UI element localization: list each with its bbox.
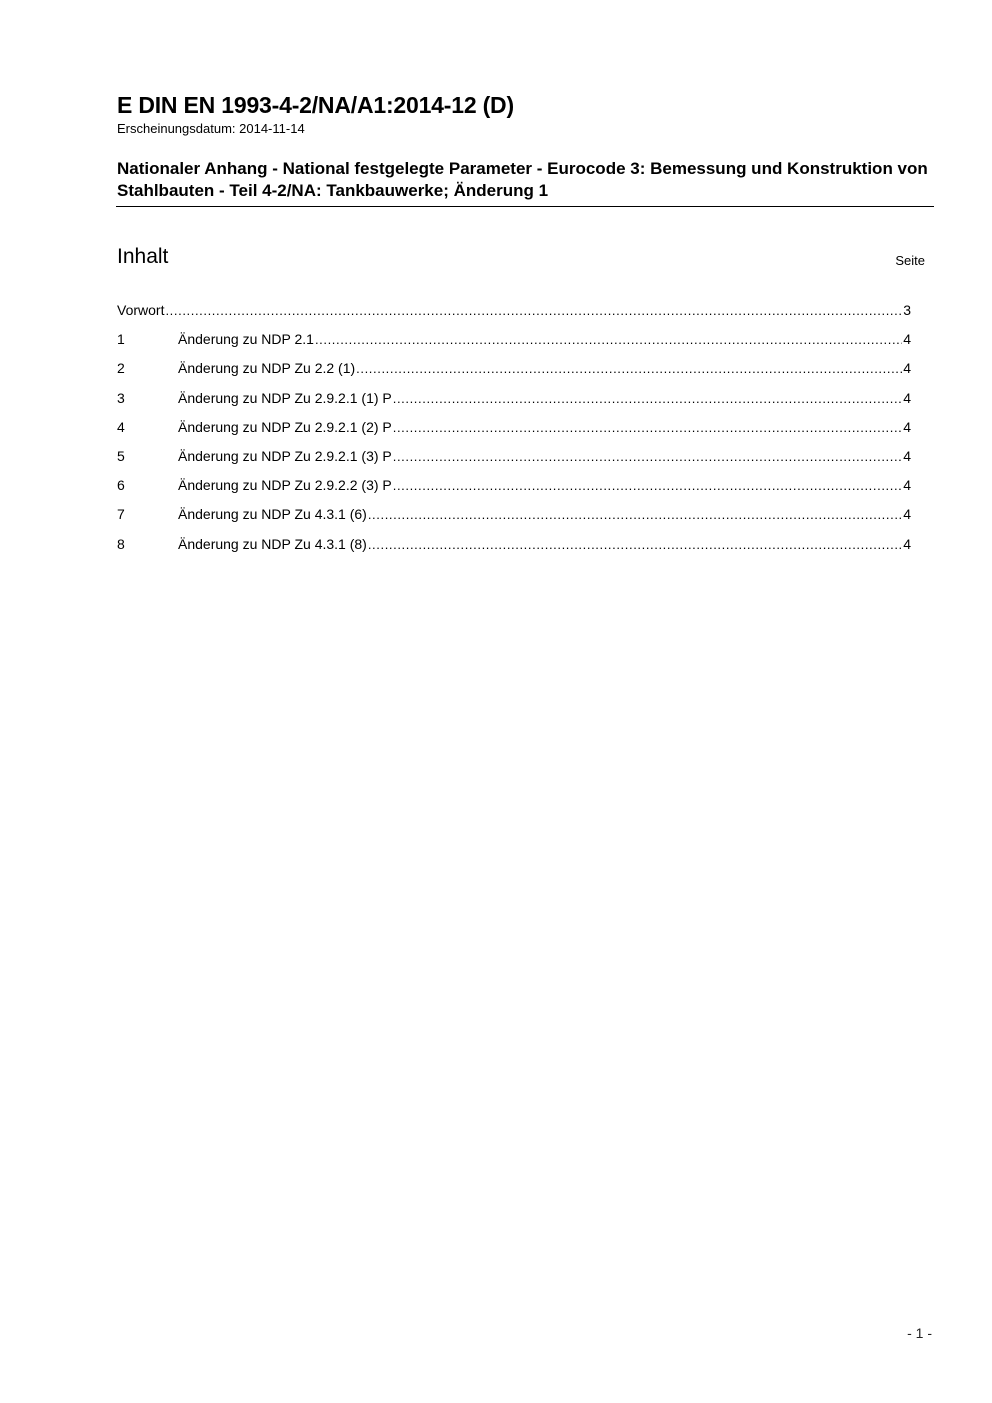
document-title: E DIN EN 1993-4-2/NA/A1:2014-12 (D) (117, 92, 514, 118)
toc-entry-3[interactable] (117, 390, 911, 419)
toc-entry-number: 6 (117, 477, 125, 494)
document-subtitle: Nationaler Anhang - National festgelegte Parameter - Eurocode 3: Bemessung und Konstruktion von Stahlbauten - Teil 4-2/NA: Tankbauwerke; Änderung 1 (117, 159, 928, 200)
page-number: - 1 - (907, 1325, 932, 1341)
toc-entry-title: Änderung zu NDP Zu 2.9.2.1 (2) P (178, 418, 392, 435)
toc-entry-vorwort[interactable] (117, 302, 911, 331)
toc-entry-number: 1 (117, 331, 125, 348)
toc-entry-8[interactable] (117, 536, 911, 565)
toc-dot-leader (368, 506, 902, 523)
toc-entry-page: 4 (903, 331, 911, 348)
toc-entry-page: 4 (903, 447, 911, 464)
toc-entry-page: 4 (903, 389, 911, 406)
toc-entry-title: Änderung zu NDP Zu 4.3.1 (6) (178, 506, 367, 523)
toc-entry-title: Änderung zu NDP 2.1 (178, 331, 314, 348)
toc-entry-page: 4 (903, 477, 911, 494)
toc-entry-number: 2 (117, 360, 125, 377)
toc-dot-leader (315, 331, 902, 348)
toc-entry-title: Änderung zu NDP Zu 2.9.2.2 (3) P (178, 477, 392, 494)
toc-dot-leader (393, 477, 902, 494)
toc-entry-1[interactable] (117, 331, 911, 360)
toc-entry-number: 3 (117, 389, 125, 406)
toc-entry-4[interactable] (117, 419, 911, 448)
toc-entry-number: 4 (117, 418, 125, 435)
toc-entry-number: 5 (117, 447, 125, 464)
toc-entry-title: Änderung zu NDP Zu 2.9.2.1 (3) P (178, 447, 392, 464)
toc-entry-title: Vorwort (117, 302, 165, 318)
toc-entry-title: Änderung zu NDP Zu 2.9.2.1 (1) P (178, 389, 392, 406)
publication-date-row (117, 121, 305, 136)
table-of-contents (117, 302, 911, 565)
toc-entry-page: 4 (903, 418, 911, 435)
toc-entry-title: Änderung zu NDP Zu 2.2 (1) (178, 360, 356, 377)
publication-date-label: Erscheinungsdatum: (117, 121, 236, 136)
publication-date-value: 2014-11-14 (239, 121, 305, 136)
toc-heading: Inhalt (117, 245, 169, 268)
toc-entry-2[interactable] (117, 360, 911, 389)
toc-entry-number: 7 (117, 506, 125, 523)
toc-dot-leader (368, 536, 902, 553)
toc-page-column-label: Seite (895, 253, 925, 268)
toc-entry-page: 3 (903, 302, 911, 318)
toc-entry-7[interactable] (117, 506, 911, 535)
toc-dot-leader (393, 390, 902, 407)
toc-dot-leader (393, 448, 902, 465)
toc-entry-number: 8 (117, 535, 125, 552)
toc-entry-page: 4 (903, 360, 911, 377)
toc-entry-page: 4 (903, 535, 911, 552)
toc-dot-leader (165, 302, 902, 319)
toc-entry-title: Änderung zu NDP Zu 4.3.1 (8) (178, 535, 367, 552)
toc-dot-leader (393, 419, 902, 436)
header-divider (116, 206, 934, 207)
toc-entry-6[interactable] (117, 477, 911, 506)
toc-dot-leader (356, 360, 902, 377)
toc-entry-page: 4 (903, 506, 911, 523)
toc-entry-5[interactable] (117, 448, 911, 477)
